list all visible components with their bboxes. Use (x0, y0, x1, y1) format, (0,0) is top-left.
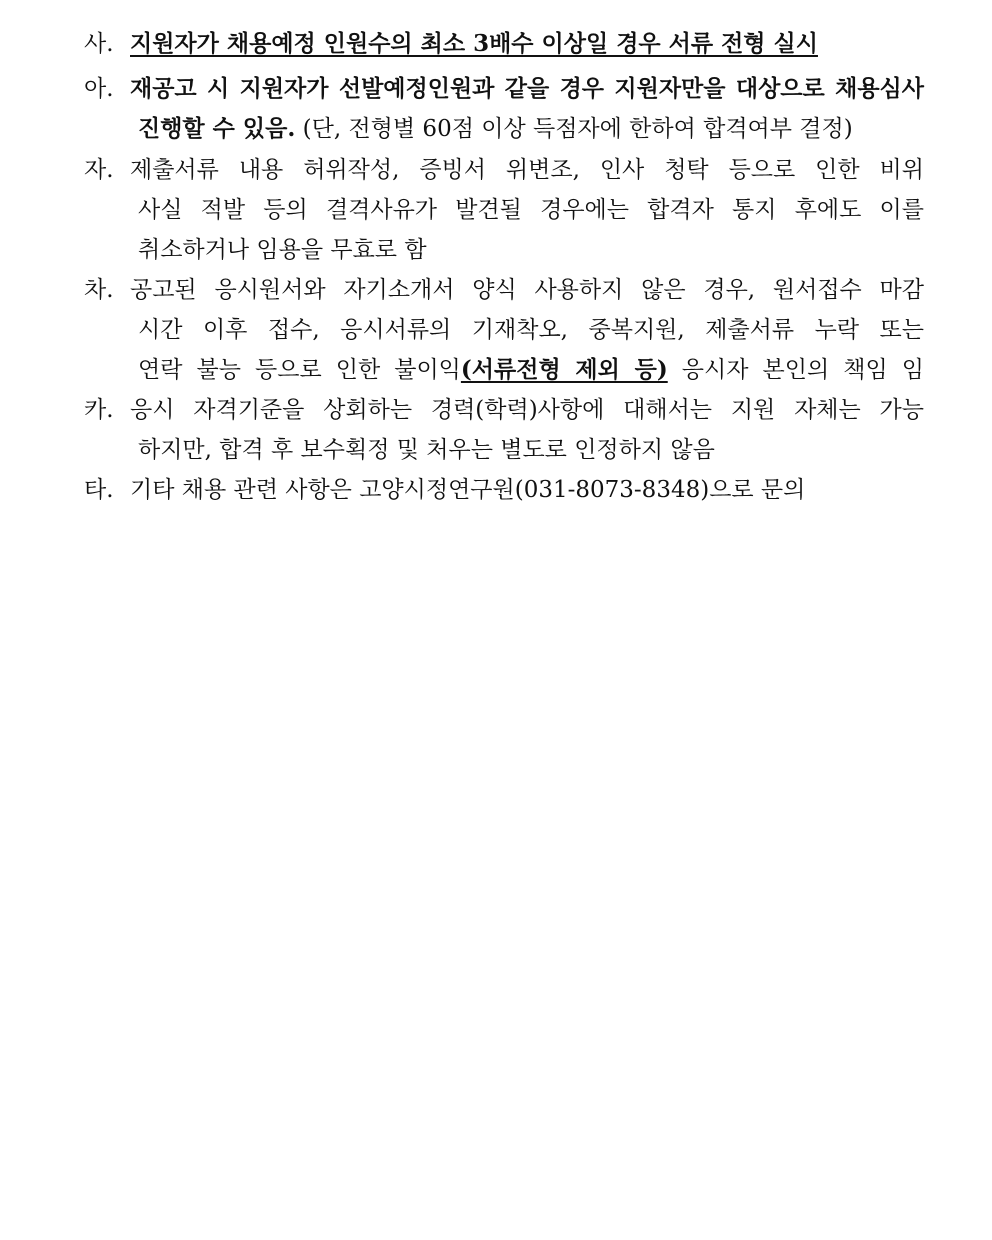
line-text: 응시자 본인의 책임 임 (667, 357, 924, 383)
list-item-sa (84, 24, 924, 64)
item-line: 취소하거나 임용을 무효로 함 (138, 237, 427, 263)
list-item-ja (84, 150, 924, 270)
note-text: (단, 전형별 60점 이상 득점자에 한하여 합격여부 결정) (295, 116, 853, 142)
list-item-a (84, 69, 924, 149)
item-marker: 자. (84, 157, 114, 183)
item-body (130, 150, 924, 270)
item-body (130, 470, 924, 510)
item-marker: 타. (84, 477, 114, 503)
line-text: 연락 불능 등으로 인한 불이익 (138, 357, 461, 383)
emphasis-phrase: (서류전형 제외 등) (460, 356, 668, 383)
item-marker: 카. (84, 397, 114, 423)
item-line: 시간 이후 접수, 응시서류의 기재착오, 중복지원, 제출서류 누락 또는 (138, 317, 924, 343)
list-item-ka (84, 390, 924, 470)
item-line: 하지만, 합격 후 보수획정 및 처우는 별도로 인정하지 않음 (138, 437, 715, 463)
item-line: 기타 채용 관련 사항은 고양시정연구원(031-8073-8348)으로 문의 (130, 477, 806, 503)
item-body (130, 270, 924, 390)
item-line: 재공고 시 지원자가 선발예정인원과 같을 경우 지원자만을 대상으로 채용심사 (130, 75, 924, 102)
item-line: 지원자가 채용예정 인원수의 최소 3배수 이상일 경우 서류 전형 실시 (130, 30, 818, 57)
item-line (130, 350, 924, 390)
list-item-cha (84, 270, 924, 390)
list-item-ta (84, 470, 924, 510)
item-line (130, 109, 924, 149)
item-line: 사실 적발 등의 결격사유가 발견될 경우에는 합격자 통지 후에도 이를 (138, 197, 924, 223)
item-marker: 차. (84, 277, 114, 303)
item-marker: 아. (84, 76, 114, 102)
item-line: 공고된 응시원서와 자기소개서 양식 사용하지 않은 경우, 원서접수 마감 (130, 277, 924, 303)
bold-phrase: 진행할 수 있음. (138, 115, 296, 142)
item-body (130, 69, 924, 149)
item-body (130, 24, 924, 64)
item-marker: 사. (84, 31, 114, 57)
item-line: 응시 자격기준을 상회하는 경력(학력)사항에 대해서는 지원 자체는 가능 (130, 397, 924, 423)
item-body (130, 390, 924, 470)
item-line: 제출서류 내용 허위작성, 증빙서 위변조, 인사 청탁 등으로 인한 비위 (130, 157, 924, 183)
